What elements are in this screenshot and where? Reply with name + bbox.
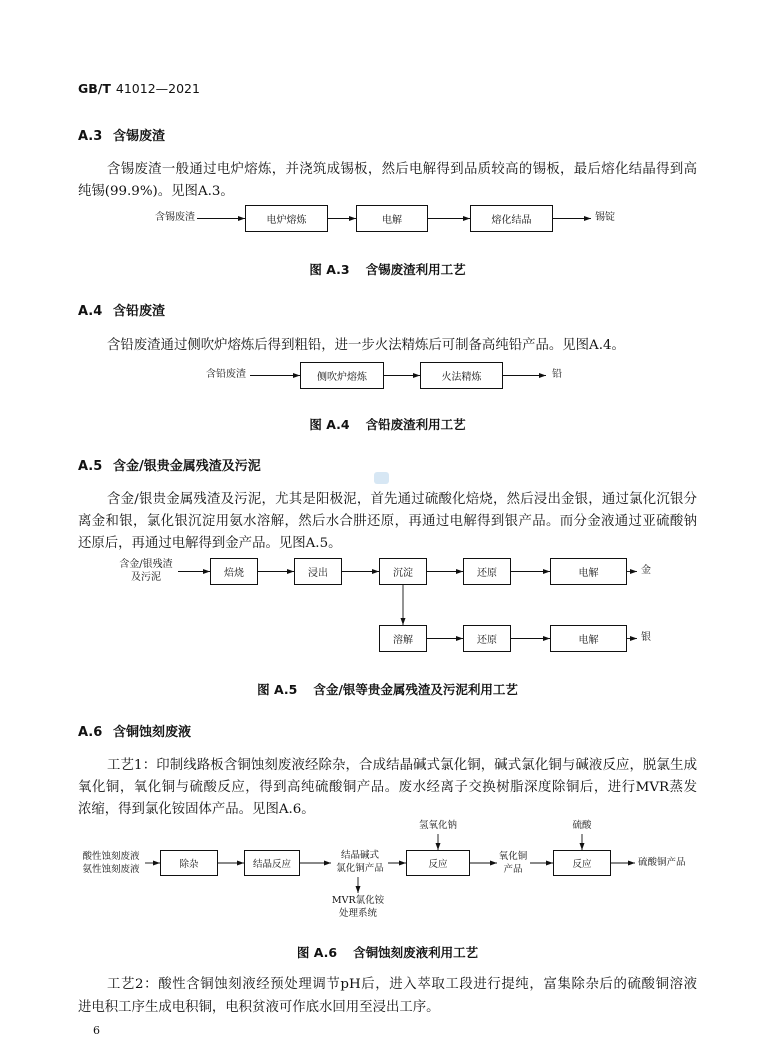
figure-number: 图 A.4	[309, 417, 350, 432]
flow-input-label-line: 酸性蚀刻废液	[82, 851, 140, 862]
page-number: 6	[93, 1024, 100, 1037]
section-heading-a5	[78, 458, 261, 476]
step-box-reduction-gold: 还原	[463, 558, 511, 585]
step-box-roasting: 焙烧	[210, 558, 258, 585]
flow-input-label	[115, 558, 177, 584]
flow-output-silver: 银	[641, 632, 651, 643]
mvr-treatment-system-label	[326, 894, 390, 920]
step-box-precipitation: 沉淀	[379, 558, 427, 585]
figure-number: 图 A.6	[296, 945, 338, 960]
mvr-treatment-line: MVR氯化铵	[331, 895, 385, 906]
step-box-electric-furnace-smelting: 电炉熔炼	[245, 205, 328, 232]
section-number: A.5	[78, 459, 103, 474]
figure-caption-a3	[78, 261, 697, 279]
copper-oxide-product-line: 氧化铜	[498, 851, 528, 862]
flow-output-label: 锡锭	[595, 212, 615, 223]
flow-input-label: 含铅废渣	[206, 369, 246, 380]
step-box-reaction-2: 反应	[553, 850, 611, 876]
flow-input-label-line: 及污泥	[131, 572, 161, 583]
section-heading-a6	[78, 724, 191, 742]
step-box-electrolysis: 电解	[356, 205, 428, 232]
paragraph-line: 浓缩，得到氯化铵固体产品。见图A.6。	[78, 802, 315, 817]
step-box-electrolysis-silver: 电解	[550, 625, 627, 652]
paragraph-line: 纯锡(99.9%)。见图A.3。	[78, 184, 234, 199]
step-box-side-blown-smelting: 侧吹炉熔炼	[300, 362, 384, 389]
section-title: 含铅废渣	[113, 304, 166, 319]
intermediate-product-line: 结晶碱式	[340, 850, 379, 861]
step-box-electrolysis-gold: 电解	[550, 558, 627, 585]
figure-caption-a6	[78, 944, 697, 962]
figure-title: 含铅废渣利用工艺	[365, 417, 466, 432]
paragraph-line: 含锡废渣一般通过电炉熔炼，并浇筑成锡板，然后电解得到品质较高的锡板，最后熔化结晶得到高	[107, 162, 697, 177]
paragraph-line: 含铅废渣通过侧吹炉熔炼后得到粗铅，进一步火法精炼后可制备高纯铅产品。见图A.4。	[107, 338, 625, 353]
standard-prefix: GB/T	[78, 81, 111, 96]
figure-number: 图 A.5	[257, 682, 298, 697]
intermediate-product-line: 氯化铜产品	[336, 863, 384, 874]
step-box-melt-crystallization: 熔化结晶	[470, 205, 553, 232]
flow-output-label: 铅	[552, 369, 562, 380]
flow-output-gold: 金	[641, 565, 651, 576]
step-box-leaching: 浸出	[294, 558, 342, 585]
figure-title: 含锡废渣利用工艺	[365, 262, 466, 277]
paragraph-line: 含金/银贵金属残渣及污泥，尤其是阳极泥，首先通过硫酸化焙烧，然后浸出金银，通过氯化沉银分	[107, 492, 697, 507]
flow-input-label: 含锡废渣	[155, 212, 195, 223]
standard-number: 41012—2021	[115, 81, 200, 96]
figure-caption-a5	[78, 681, 697, 699]
paragraph-line: 还原后，再通过电解得到金产品。见图A.5。	[78, 536, 342, 551]
section-number: A.3	[78, 129, 103, 144]
step-box-pyro-refining: 火法精炼	[420, 362, 503, 389]
section-number: A.4	[78, 304, 103, 319]
section-number: A.6	[78, 725, 103, 740]
section-title: 含铜蚀刻废液	[113, 725, 192, 740]
copper-oxide-product-label	[497, 850, 529, 876]
copper-oxide-product-line: 产品	[503, 864, 523, 875]
intermediate-product-label	[332, 849, 388, 875]
step-box-reaction-1: 反应	[406, 850, 470, 876]
section-heading-a4	[78, 303, 165, 321]
paragraph-line: 工艺1：印制线路板含铜蚀刻废液经除杂，合成结晶碱式氯化铜，碱式氯化铜与碱液反应，脱氯生成	[107, 758, 697, 773]
flow-input-label-line: 氨性蚀刻废液	[82, 864, 140, 875]
flow-input-label-line: 含金/银残渣	[119, 559, 173, 570]
flow-input-label	[80, 850, 142, 876]
paragraph-line: 进电积工序生成电积铜，电积贫液可作底水回用至浸出工序。	[78, 1000, 440, 1015]
flow-output-label: 硫酸铜产品	[638, 857, 686, 868]
step-box-dissolution: 溶解	[379, 625, 427, 652]
figure-caption-a4	[78, 416, 697, 434]
step-box-crystallization-reaction: 结晶反应	[244, 850, 300, 876]
figure-number: 图 A.3	[309, 262, 350, 277]
paragraph-line: 氧化铜，氧化铜与硫酸反应，得到高纯硫酸铜产品。废水经离子交换树脂深度除铜后，进行MVR蒸发	[78, 780, 697, 795]
section-heading-a3	[78, 128, 165, 146]
section-title: 含金/银贵金属残渣及污泥	[113, 459, 261, 474]
step-box-reduction-silver: 还原	[463, 625, 511, 652]
section-title: 含锡废渣	[113, 129, 166, 144]
paragraph-line: 工艺2：酸性含铜蚀刻液经预处理调节pH后，进入萃取工段进行提纯，富集除杂后的硫酸铜溶液	[107, 977, 697, 992]
step-box-impurity-removal: 除杂	[160, 850, 218, 876]
reagent-label-sodium-hydroxide: 氢氧化钠	[418, 820, 457, 831]
reagent-label-sulfuric-acid: 硫酸	[572, 820, 592, 831]
paragraph-line: 离金和银，氯化银沉淀用氨水溶解，然后水合肼还原，再通过电解得到银产品。而分金液通过亚硫酸钠	[78, 514, 697, 529]
figure-title: 含铜蚀刻废液利用工艺	[353, 945, 479, 960]
mvr-treatment-line: 处理系统	[338, 908, 377, 919]
figure-title: 含金/银等贵金属残渣及污泥利用工艺	[313, 682, 518, 697]
